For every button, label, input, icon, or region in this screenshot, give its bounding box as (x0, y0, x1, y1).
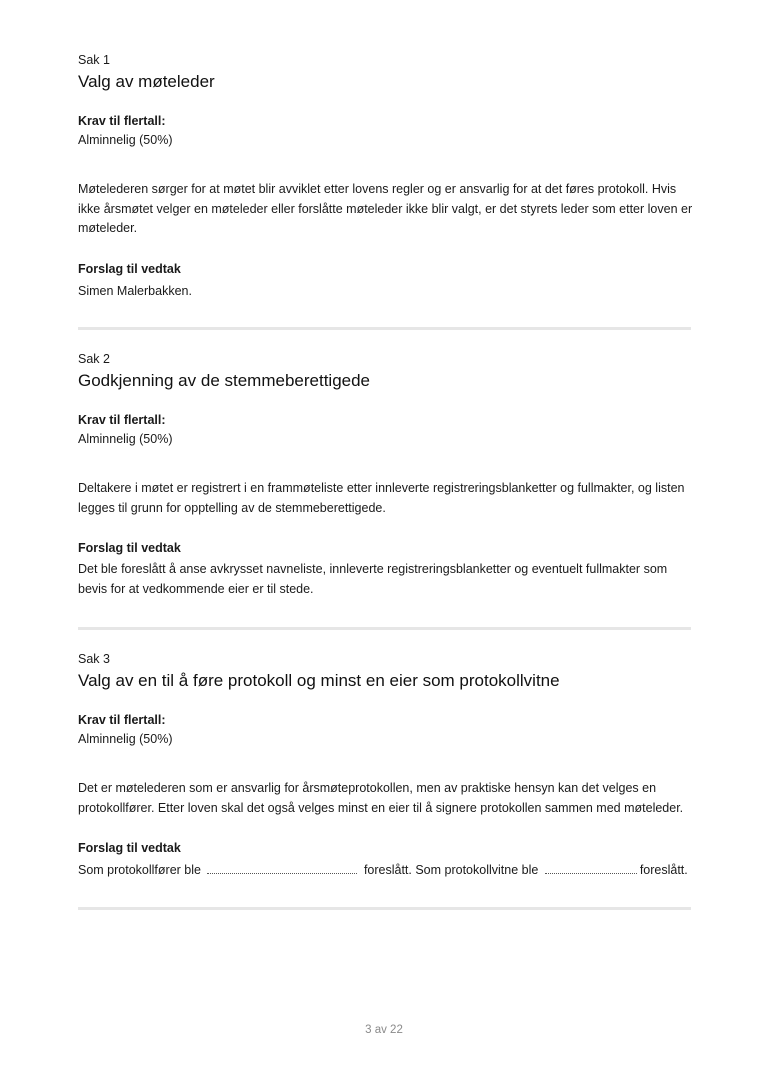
majority-label: Krav til flertall: (78, 713, 166, 727)
proposal-part-3: foreslått. (639, 863, 688, 877)
item-title: Valg av en til å føre protokoll og minst en eier som protokollvitne (78, 671, 560, 690)
proposal-label: Forslag til vedtak (78, 541, 181, 555)
proposal-part-2: foreslått. Som protokollvitne ble (363, 863, 539, 877)
item-title: Godkjenning av de stemmeberettigede (78, 371, 371, 390)
item-title: Valg av møteleder (78, 72, 215, 91)
proposal-label: Forslag til vedtak (78, 262, 181, 276)
item-description: Deltakere i møtet er registrert i en frammøteliste etter innleverte registreringsblanketter og fullmakter, og listen legges til grunn for opptelling av de stemmeberettigede. (78, 481, 685, 515)
proposal-part-1: Som protokollfører ble (78, 863, 201, 877)
item-description: Møtelederen sørger for at møtet blir avviklet etter lovens regler og er ansvarlig for at det føres protokoll. Hvis ikke årsmøtet velger en møteleder eller forslåtte møteleder ikke blir valgt, er det styrets leder som etter loven er møteleder. (78, 182, 693, 235)
majority-label: Krav til flertall: (78, 413, 166, 427)
majority-value: Alminnelig (50%) (78, 133, 173, 147)
majority-value: Alminnelig (50%) (78, 432, 173, 446)
item-number: Sak 2 (78, 352, 110, 366)
section-divider (78, 327, 691, 330)
proposal-text: Det ble foreslått å anse avkrysset navneliste, innleverte registreringsblanketter og eventuelt fullmakter som bevis for at vedkommende eier er til stede. (78, 562, 668, 596)
proposal-label: Forslag til vedtak (78, 841, 181, 855)
majority-value: Alminnelig (50%) (78, 732, 173, 746)
blank-fill-line (545, 863, 637, 874)
page-indicator: 3 av 22 (365, 1024, 403, 1036)
majority-label: Krav til flertall: (78, 114, 166, 128)
proposal-text (78, 862, 688, 878)
item-number: Sak 1 (78, 53, 110, 67)
section-divider (78, 907, 691, 910)
section-divider (78, 627, 691, 630)
item-description: Det er møtelederen som er ansvarlig for årsmøteprotokollen, men av praktiske hensyn kan det velges en protokollfører. Etter loven skal det også velges minst en eier til å signere protokollen sammen med møteleder. (78, 781, 684, 815)
item-number: Sak 3 (78, 652, 110, 666)
blank-fill-line (207, 863, 357, 874)
proposal-text: Simen Malerbakken. (78, 284, 192, 298)
